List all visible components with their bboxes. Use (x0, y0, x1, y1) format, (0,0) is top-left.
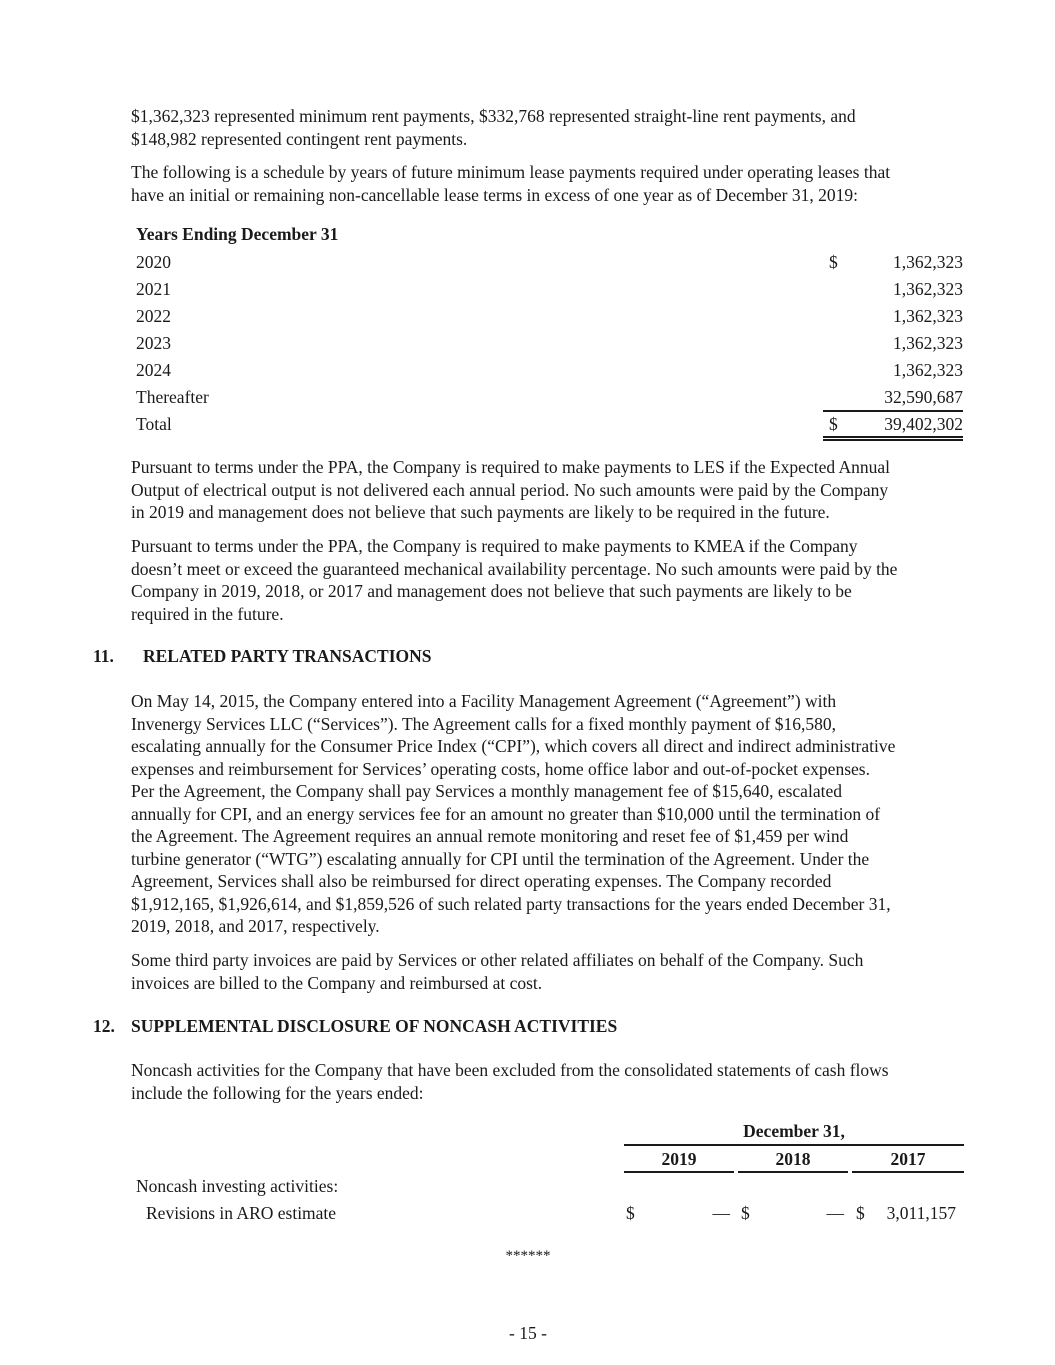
ppa-les-paragraph (131, 456, 966, 524)
column-rule-2019 (624, 1171, 734, 1173)
subtotal-rule (823, 410, 963, 412)
text-line: $148,982 represented contingent rent payments. (131, 128, 468, 149)
table-row (136, 252, 963, 279)
dollar-sign: $ (829, 414, 838, 434)
schedule-header: Years Ending December 31 (136, 224, 339, 244)
row-label: 2022 (136, 306, 171, 326)
intro-paragraph (131, 105, 966, 150)
text-line: required in the future. (131, 603, 284, 624)
value-2018: — (826, 1203, 844, 1223)
dollar-sign: $ (626, 1203, 635, 1223)
column-header-2018: 2018 (775, 1149, 811, 1169)
row-label: 2024 (136, 360, 171, 380)
text-line: annually for CPI, and an energy services fee for an amount no greater than $10,000 until the termination of (131, 803, 881, 824)
total-double-rule-top (823, 436, 963, 438)
text-line: On May 14, 2015, the Company entered into a Facility Management Agreement (“Agreement”) with (131, 691, 837, 711)
section-12-title: SUPPLEMENTAL DISCLOSURE OF NONCASH ACTIVITIES (131, 1016, 618, 1036)
table-group-header: December 31, (743, 1121, 845, 1141)
text-line: $1,912,165, $1,926,614, and $1,859,526 of such related party transactions for the years ended December 31, (131, 893, 891, 914)
text-line: Agreement, Services shall also be reimbursed for direct operating expenses. The Company recorded (131, 871, 832, 891)
section-11-number: 11. (93, 646, 114, 666)
text-line: turbine generator (“WTG”) escalating annually for CPI until the termination of the Agreement. Under the (131, 848, 870, 869)
section-11-paragraph-2 (131, 949, 966, 994)
row-amount: 1,362,323 (893, 360, 963, 380)
section-11-title: RELATED PARTY TRANSACTIONS (143, 646, 432, 666)
row-label: Revisions in ARO estimate (146, 1203, 337, 1223)
category-label: Noncash investing activities: (136, 1176, 339, 1196)
text-line: 2019, 2018, and 2017, respectively. (131, 916, 380, 936)
text-line: have an initial or remaining non-cancellable lease terms in excess of one year as of December 31, 2019: (131, 184, 858, 205)
text-line: Some third party invoices are paid by Services or other related affiliates on behalf of the Company. Such (131, 950, 864, 970)
row-label: 2020 (136, 252, 171, 272)
section-11-paragraph-1 (131, 690, 966, 938)
table-row (136, 360, 963, 387)
text-line: $1,362,323 represented minimum rent payments, $332,768 represented straight-line rent payments, and (131, 106, 856, 126)
schedule-intro-paragraph (131, 161, 966, 206)
column-rule-2017 (852, 1171, 964, 1173)
text-line: Output of electrical output is not delivered each annual period. No such amounts were paid by the Company (131, 479, 889, 500)
table-row (136, 279, 963, 306)
section-12-intro (131, 1059, 966, 1104)
header-rule (624, 1144, 964, 1146)
dollar-sign: $ (741, 1203, 750, 1223)
text-line: invoices are billed to the Company and reimbursed at cost. (131, 972, 543, 993)
row-amount: 39,402,302 (884, 414, 963, 434)
row-label: 2021 (136, 279, 171, 299)
row-amount: 1,362,323 (893, 333, 963, 353)
value-2017: 3,011,157 (886, 1203, 956, 1223)
page-number: - 15 - (509, 1323, 547, 1343)
text-line: in 2019 and management does not believe that such payments are likely to be required in the future. (131, 502, 830, 522)
text-line: Company in 2019, 2018, or 2017 and management does not believe that such payments are likely to be (131, 581, 852, 601)
section-12-number: 12. (93, 1016, 115, 1036)
text-line: include the following for the years ended: (131, 1082, 424, 1103)
value-2019: — (712, 1203, 730, 1223)
row-label: Total (136, 414, 172, 434)
row-amount: 32,590,687 (884, 387, 963, 407)
text-line: Pursuant to terms under the PPA, the Company is required to make payments to LES if the Expected Annual (131, 457, 891, 477)
end-marker: ****** (505, 1248, 551, 1264)
text-line: Invenergy Services LLC (“Services”). The Agreement calls for a fixed monthly payment of $16,580, (131, 713, 836, 734)
dollar-sign: $ (856, 1203, 865, 1223)
row-label: 2023 (136, 333, 171, 353)
table-row (136, 306, 963, 333)
dollar-sign: $ (829, 252, 838, 272)
text-line: escalating annually for the Consumer Price Index (“CPI”), which covers all direct and indirect administrative (131, 736, 896, 756)
table-row (136, 333, 963, 360)
text-line: expenses and reimbursement for Services’ operating costs, home office labor and out-of-pocket expenses. (131, 758, 870, 779)
column-rule-2018 (738, 1171, 848, 1173)
text-line: Noncash activities for the Company that have been excluded from the consolidated statements of cash flows (131, 1060, 889, 1080)
column-header-2017: 2017 (890, 1149, 926, 1169)
text-line: Pursuant to terms under the PPA, the Company is required to make payments to KMEA if the Company (131, 536, 858, 556)
column-header-2019: 2019 (661, 1149, 697, 1169)
row-amount: 1,362,323 (893, 279, 963, 299)
row-amount: 1,362,323 (893, 306, 963, 326)
row-amount: 1,362,323 (893, 252, 963, 272)
row-label: Thereafter (136, 387, 209, 407)
total-double-rule-bottom (823, 439, 963, 441)
text-line: doesn’t meet or exceed the guaranteed mechanical availability percentage. No such amounts were paid by the (131, 558, 898, 579)
ppa-kmea-paragraph (131, 535, 966, 625)
text-line: The following is a schedule by years of future minimum lease payments required under operating leases that (131, 162, 891, 182)
text-line: Per the Agreement, the Company shall pay Services a monthly management fee of $15,640, escalated (131, 781, 842, 801)
text-line: the Agreement. The Agreement requires an annual remote monitoring and reset fee of $1,459 per wind (131, 826, 849, 846)
